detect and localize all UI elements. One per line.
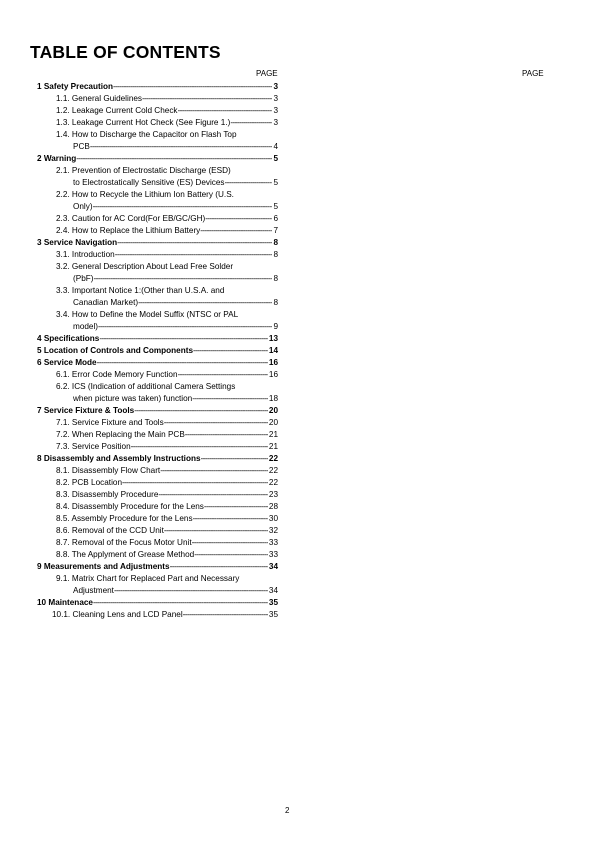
dot-leader: [164, 525, 268, 537]
dot-leader: [205, 213, 272, 225]
toc-subsection-entry[interactable]: [37, 525, 278, 537]
toc-entry-label: 6 Service Mode: [37, 358, 97, 367]
toc-entry-label: 4 Specifications: [37, 334, 100, 343]
toc-page-number: 6: [273, 214, 278, 223]
toc-page-number: 21: [268, 430, 278, 439]
dot-leader: [93, 201, 273, 213]
toc-page-number: 23: [268, 490, 278, 499]
toc-page-number: 3: [273, 118, 278, 127]
toc-page-number: 35: [268, 610, 278, 619]
toc-entry-label: to Electrostatically Sensitive (ES) Devices: [73, 178, 225, 187]
dot-leader: [98, 321, 272, 333]
toc-section-entry[interactable]: [37, 345, 278, 357]
toc-entry-label: 1 Safety Precaution: [37, 82, 113, 91]
toc-entry-label: 9 Measurements and Adjustments: [37, 562, 170, 571]
toc-entry-label: 6.1. Error Code Memory Function: [56, 370, 178, 379]
dot-leader: [164, 417, 268, 429]
toc-page-number: 8: [273, 250, 278, 259]
page-number: 2: [285, 806, 290, 815]
toc-page-number: 16: [268, 370, 278, 379]
toc-subsection-entry[interactable]: [37, 93, 278, 105]
table-of-contents: [37, 81, 278, 621]
toc-page-number: 21: [268, 442, 278, 451]
toc-subsection-entry[interactable]: [37, 285, 278, 309]
dot-leader: [200, 225, 272, 237]
toc-entry-label: 8.4. Disassembly Procedure for the Lens: [56, 502, 204, 511]
toc-entry-label: 2.4. How to Replace the Lithium Battery: [56, 226, 201, 235]
toc-entry-label: 9.1. Matrix Chart for Replaced Part and Necessary: [56, 574, 240, 583]
toc-section-entry[interactable]: [37, 561, 278, 573]
toc-section-entry[interactable]: [37, 357, 278, 369]
toc-page-number: 3: [273, 94, 278, 103]
toc-entry-label: 1.4. How to Discharge the Capacitor on Flash Top: [56, 130, 237, 139]
toc-section-entry[interactable]: [37, 453, 278, 465]
toc-subsection-entry[interactable]: [37, 429, 278, 441]
dot-leader: [114, 585, 268, 597]
toc-entry-label: 6.2. ICS (Indication of additional Camera Settings: [56, 382, 236, 391]
dot-leader: [76, 153, 272, 165]
toc-entry-label: PCB: [73, 142, 90, 151]
toc-page-number: 16: [268, 358, 278, 367]
dot-leader: [122, 477, 268, 489]
toc-section-entry[interactable]: [37, 81, 278, 93]
toc-section-entry[interactable]: [37, 333, 278, 345]
toc-subsection-entry[interactable]: [37, 537, 278, 549]
dot-leader: [193, 513, 268, 525]
toc-subsection-entry[interactable]: [37, 117, 278, 129]
toc-page-number: 8: [273, 298, 278, 307]
toc-subsection-entry[interactable]: [37, 489, 278, 501]
toc-entry-label: 7.2. When Replacing the Main PCB: [56, 430, 185, 439]
toc-entry-label: 8.1. Disassembly Flow Chart: [56, 466, 161, 475]
toc-entry-label: 7.3. Service Position: [56, 442, 131, 451]
dot-leader: [185, 429, 268, 441]
toc-entry-label: 8.8. The Applyment of Grease Method: [56, 550, 195, 559]
toc-entry-label: 1.1. General Guidelines: [56, 94, 143, 103]
toc-subsection-entry[interactable]: [37, 105, 278, 117]
toc-entry-label: when picture was taken) function: [73, 394, 193, 403]
toc-subsection-entry[interactable]: [37, 441, 278, 453]
toc-entry-label: Only): [73, 202, 93, 211]
toc-entry-label: 2.2. How to Recycle the Lithium Ion Battery (U.S.: [56, 190, 234, 199]
toc-page-number: 9: [273, 322, 278, 331]
toc-subsection-entry[interactable]: [37, 381, 278, 405]
toc-page-number: 7: [273, 226, 278, 235]
dot-leader: [201, 453, 268, 465]
toc-page-number: 5: [273, 202, 278, 211]
toc-subsection-entry[interactable]: [37, 261, 278, 285]
dot-leader: [97, 357, 268, 369]
toc-subsection-entry[interactable]: [37, 213, 278, 225]
toc-page-number: 22: [268, 466, 278, 475]
toc-page-number: 22: [268, 454, 278, 463]
dot-leader: [131, 441, 268, 453]
toc-subsection-entry[interactable]: [37, 501, 278, 513]
toc-page-number: 4: [273, 142, 278, 151]
toc-page-number: 33: [268, 538, 278, 547]
toc-entry-label: 7 Service Fixture & Tools: [37, 406, 135, 415]
toc-section-entry[interactable]: [37, 237, 278, 249]
toc-subsection-entry[interactable]: [37, 513, 278, 525]
toc-entry-label: 10.1. Cleaning Lens and LCD Panel: [52, 610, 183, 619]
toc-subsection-entry[interactable]: [37, 165, 278, 189]
toc-entry-label: 8.6. Removal of the CCD Unit: [56, 526, 164, 535]
toc-page-number: 3: [273, 82, 278, 91]
toc-entry-label: 8 Disassembly and Assembly Instructions: [37, 454, 201, 463]
dot-leader: [192, 537, 268, 549]
toc-entry-label: 8.5. Assembly Procedure for the Lens: [56, 514, 193, 523]
dot-leader: [93, 273, 272, 285]
toc-entry-label: 8.7. Removal of the Focus Motor Unit: [56, 538, 192, 547]
dot-leader: [204, 501, 268, 513]
toc-subsection-entry[interactable]: [37, 129, 278, 153]
toc-entry-label: 3.4. How to Define the Model Suffix (NTSC or PAL: [56, 310, 239, 319]
dot-leader: [225, 177, 273, 189]
dot-leader: [194, 549, 268, 561]
dot-leader: [230, 117, 272, 129]
toc-page-number: 8: [273, 274, 278, 283]
toc-subsection-entry[interactable]: [37, 189, 278, 213]
toc-page-number: 14: [268, 346, 278, 355]
dot-leader: [193, 345, 268, 357]
toc-entry-label: Adjustment: [73, 586, 114, 595]
toc-subsection-entry[interactable]: [37, 225, 278, 237]
toc-entry-label: 7.1. Service Fixture and Tools: [56, 418, 164, 427]
dot-leader: [134, 405, 268, 417]
dot-leader: [117, 237, 272, 249]
toc-entry-label: 3 Service Navigation: [37, 238, 118, 247]
dot-leader: [170, 561, 268, 573]
toc-entry-label: 2.1. Prevention of Electrostatic Discharge (ESD): [56, 166, 231, 175]
toc-entry-label: (PbF): [73, 274, 94, 283]
toc-section-entry[interactable]: [37, 153, 278, 165]
toc-subsection-entry[interactable]: [37, 465, 278, 477]
dot-leader: [192, 393, 268, 405]
dot-leader: [158, 489, 268, 501]
dot-leader: [160, 465, 268, 477]
toc-page-number: 13: [268, 334, 278, 343]
toc-entry-label: 1.2. Leakage Current Cold Check: [56, 106, 178, 115]
toc-entry-label: 3.3. Important Notice 1:(Other than U.S.A. and: [56, 286, 225, 295]
toc-page-number: 20: [268, 406, 278, 415]
toc-page-number: 32: [268, 526, 278, 535]
toc-page-number: 35: [268, 598, 278, 607]
toc-entry-label: Canadian Market): [73, 298, 139, 307]
toc-page-number: 33: [268, 550, 278, 559]
toc-entry-label: 8.2. PCB Location: [56, 478, 122, 487]
toc-subsection-entry[interactable]: [37, 477, 278, 489]
dot-leader: [99, 333, 268, 345]
toc-page-number: 34: [268, 586, 278, 595]
toc-page-number: 22: [268, 478, 278, 487]
dot-leader: [142, 93, 272, 105]
toc-entry-label: 2 Warning: [37, 154, 77, 163]
toc-subsection-entry[interactable]: [37, 249, 278, 261]
toc-subsection-entry[interactable]: [37, 549, 278, 561]
toc-section-entry[interactable]: [37, 405, 278, 417]
toc-page-number: 28: [268, 502, 278, 511]
toc-entry-label: model): [73, 322, 99, 331]
toc-entry-label: 10 Maintenace: [37, 598, 93, 607]
toc-section-entry[interactable]: [37, 597, 278, 609]
toc-subsection-entry[interactable]: [37, 417, 278, 429]
toc-entry-label: 1.3. Leakage Current Hot Check (See Figure 1.): [56, 118, 231, 127]
dot-leader: [90, 141, 273, 153]
dot-leader: [138, 297, 272, 309]
toc-entry-label: 3.1. Introduction: [56, 250, 115, 259]
toc-page-number: 20: [268, 418, 278, 427]
toc-subsection-entry[interactable]: [37, 369, 278, 381]
dot-leader: [183, 609, 268, 621]
toc-page-number: 5: [273, 178, 278, 187]
dot-leader: [115, 249, 273, 261]
toc-page-number: 30: [268, 514, 278, 523]
toc-page-number: 3: [273, 106, 278, 115]
page-title: TABLE OF CONTENTS: [30, 42, 221, 62]
page-column-header-right: PAGE: [522, 69, 544, 78]
toc-subsection-entry[interactable]: [37, 573, 278, 597]
page-column-header: PAGE: [256, 69, 278, 78]
toc-subsection-entry[interactable]: [37, 309, 278, 333]
toc-entry-label: 5 Location of Controls and Components: [37, 346, 194, 355]
toc-entry-label: 2.3. Caution for AC Cord(For EB/GC/GH): [56, 214, 206, 223]
dot-leader: [113, 81, 272, 93]
dot-leader: [93, 597, 268, 609]
toc-page-number: 18: [268, 394, 278, 403]
toc-page-number: 8: [273, 238, 278, 247]
toc-page-number: 5: [273, 154, 278, 163]
toc-entry-label: 3.2. General Description About Lead Free Solder: [56, 262, 234, 271]
toc-page-number: 34: [268, 562, 278, 571]
dot-leader: [178, 105, 273, 117]
toc-entry-label: 8.3. Disassembly Procedure: [56, 490, 159, 499]
dot-leader: [178, 369, 268, 381]
toc-subsection-entry[interactable]: [37, 609, 278, 621]
